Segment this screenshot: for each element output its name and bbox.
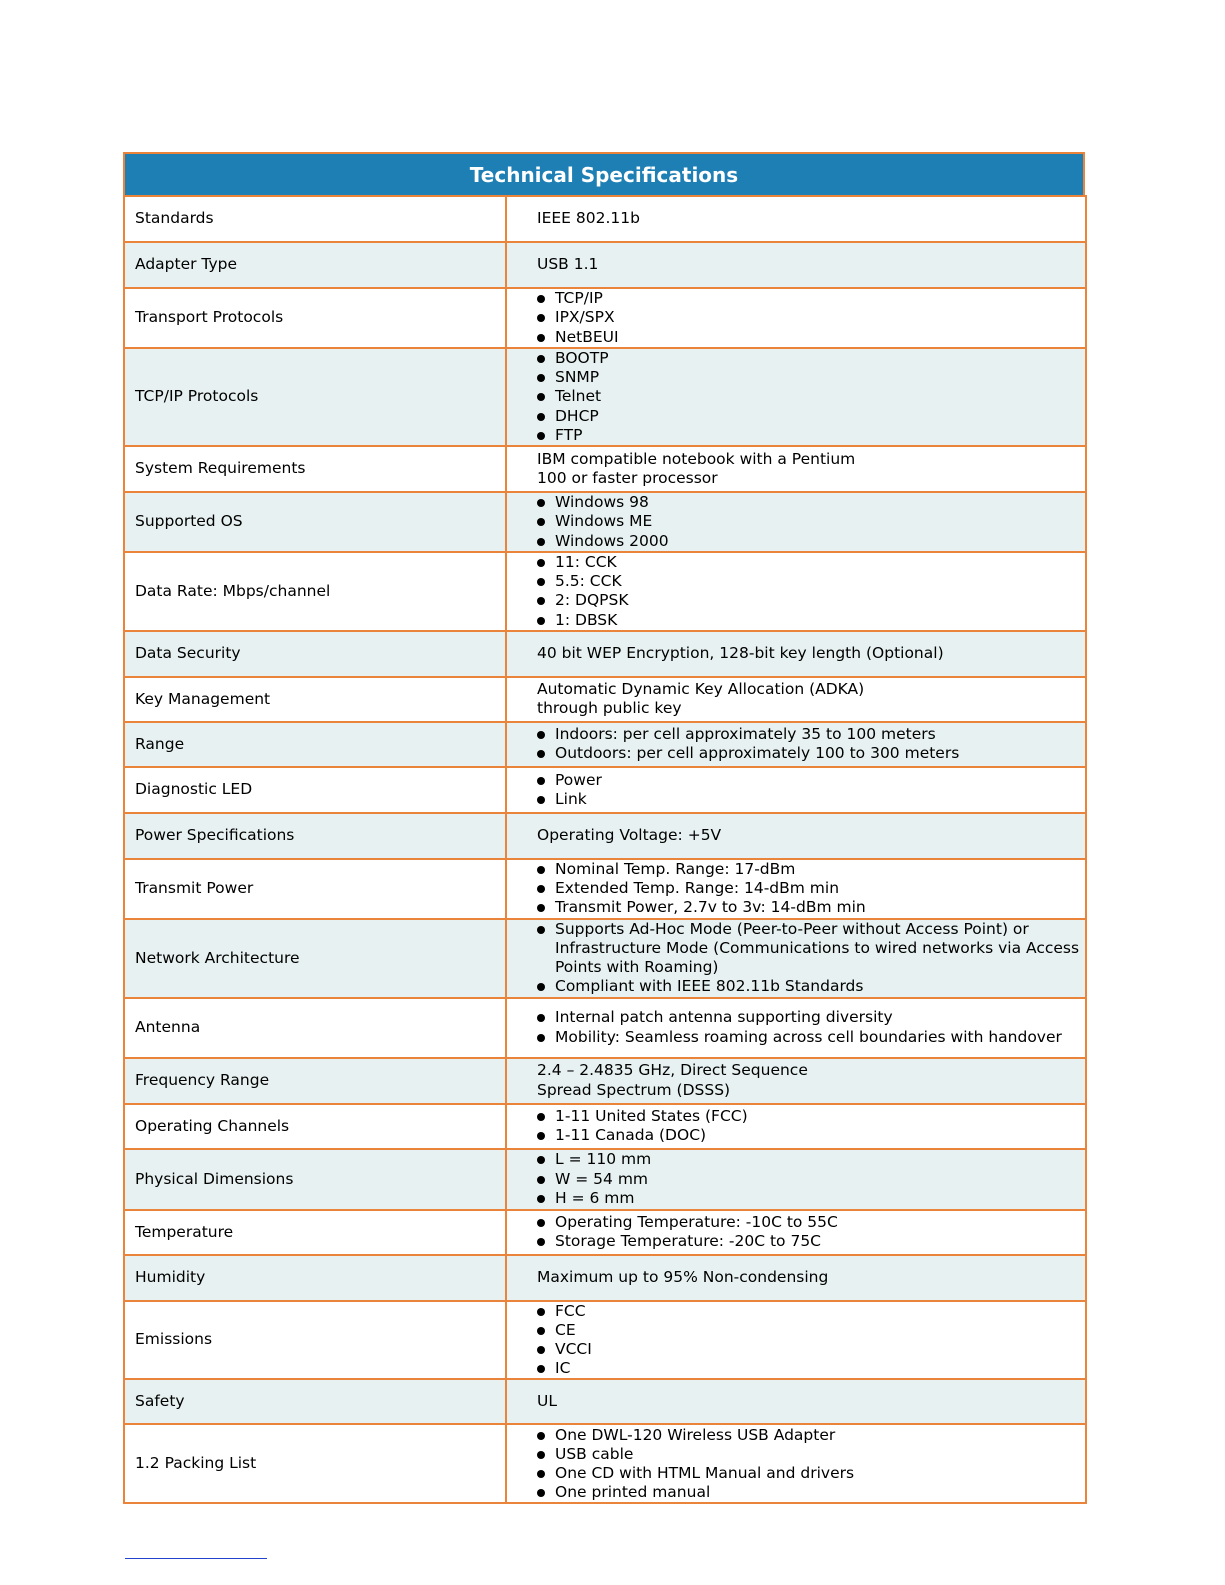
spec-value-list — [537, 289, 1085, 347]
spec-label: Emissions — [135, 1330, 213, 1349]
spec-label: Temperature — [135, 1222, 234, 1241]
list-item: 5.5: CCK — [537, 572, 1085, 591]
spec-value: Maximum up to 95% Non-condensing — [537, 1268, 829, 1287]
list-item: Outdoors: per cell approximately 100 to 300 meters — [537, 744, 1085, 763]
spec-value-cell — [506, 446, 1086, 492]
spec-label: Data Rate: Mbps/channel — [135, 581, 331, 600]
spec-label-cell — [124, 631, 506, 677]
spec-label-cell — [124, 242, 506, 288]
spec-label-cell — [124, 446, 506, 492]
list-item: IC — [537, 1359, 1085, 1378]
table-row — [124, 722, 1086, 767]
spec-value-cell — [506, 1104, 1086, 1149]
spec-label: Range — [135, 734, 185, 753]
spec-label: Supported OS — [135, 512, 243, 531]
list-item: BOOTP — [537, 349, 1085, 368]
table-row — [124, 446, 1086, 492]
spec-label-cell — [124, 998, 506, 1058]
table-row — [124, 813, 1086, 859]
spec-value-cell — [506, 919, 1086, 998]
spec-value: Operating Voltage: +5V — [537, 826, 722, 845]
table-row — [124, 492, 1086, 552]
spec-label: Safety — [135, 1392, 185, 1411]
spec-value-cell — [506, 1210, 1086, 1255]
list-item: Link — [537, 790, 1085, 809]
spec-value-cell — [506, 767, 1086, 813]
list-item: SNMP — [537, 368, 1085, 387]
list-item: 1: DBSK — [537, 611, 1085, 630]
spec-value-line: Automatic Dynamic Key Allocation (ADKA) — [537, 680, 865, 699]
spec-label: TCP/IP Protocols — [135, 387, 259, 406]
spec-value-cell — [506, 813, 1086, 859]
spec-label-cell — [124, 1149, 506, 1210]
tech-spec-table-container — [123, 152, 1085, 1504]
spec-value: USB 1.1 — [537, 255, 599, 274]
list-item: USB cable — [537, 1445, 1085, 1464]
list-item: One printed manual — [537, 1483, 1085, 1502]
spec-label: Operating Channels — [135, 1116, 290, 1135]
spec-value-cell — [506, 288, 1086, 348]
table-row — [124, 196, 1086, 242]
spec-label-cell — [124, 1379, 506, 1424]
spec-label-cell — [124, 1210, 506, 1255]
spec-label-cell — [124, 1301, 506, 1380]
list-item: VCCI — [537, 1340, 1085, 1359]
spec-label: Frequency Range — [135, 1071, 270, 1090]
list-item: 11: CCK — [537, 553, 1085, 572]
table-row — [124, 242, 1086, 288]
spec-label: System Requirements — [135, 459, 306, 478]
spec-label: Standards — [135, 209, 214, 228]
list-item: Nominal Temp. Range: 17-dBm — [537, 860, 1085, 879]
spec-value-list — [537, 860, 1085, 918]
list-item: FTP — [537, 426, 1085, 445]
list-item: CE — [537, 1321, 1085, 1340]
spec-value-cell — [506, 552, 1086, 631]
spec-value-cell — [506, 1058, 1086, 1104]
table-row — [124, 1210, 1086, 1255]
spec-value-list — [537, 349, 1085, 445]
spec-value-cell — [506, 196, 1086, 242]
spec-value-list — [537, 1426, 1085, 1503]
table-row — [124, 552, 1086, 631]
spec-value-line: IBM compatible notebook with a Pentium — [537, 449, 856, 468]
spec-value-list — [537, 1302, 1085, 1379]
spec-value-list — [537, 1008, 1085, 1046]
list-item: Storage Temperature: -20C to 75C — [537, 1232, 1085, 1251]
spec-label: Transmit Power — [135, 879, 254, 898]
table-row — [124, 631, 1086, 677]
table-row — [124, 1255, 1086, 1301]
spec-label: Key Management — [135, 689, 271, 708]
list-item: 1-11 United States (FCC) — [537, 1107, 1085, 1126]
spec-value-list — [537, 771, 1085, 809]
spec-value-line: through public key — [537, 699, 682, 718]
list-item: Indoors: per cell approximately 35 to 100 meters — [537, 725, 1085, 744]
spec-value-list — [537, 920, 1085, 997]
table-row — [124, 998, 1086, 1058]
list-item: Windows ME — [537, 512, 1085, 531]
spec-label-cell — [124, 196, 506, 242]
spec-value-line: 2.4 – 2.4835 GHz, Direct Sequence — [537, 1061, 808, 1080]
spec-label: Power Specifications — [135, 826, 295, 845]
table-row — [124, 288, 1086, 348]
list-item: NetBEUI — [537, 328, 1085, 347]
list-item: FCC — [537, 1302, 1085, 1321]
list-item: One DWL-120 Wireless USB Adapter — [537, 1426, 1085, 1445]
spec-value-cell — [506, 1255, 1086, 1301]
spec-value-cell — [506, 1149, 1086, 1210]
list-item: Compliant with IEEE 802.11b Standards — [537, 977, 1085, 996]
spec-label-cell — [124, 348, 506, 446]
spec-table — [123, 195, 1087, 1504]
table-row — [124, 1149, 1086, 1210]
spec-value-line: Spread Spectrum (DSSS) — [537, 1080, 731, 1099]
spec-label-cell — [124, 1104, 506, 1149]
table-row — [124, 767, 1086, 813]
spec-label: Network Architecture — [135, 948, 300, 967]
spec-label-cell — [124, 767, 506, 813]
table-row — [124, 348, 1086, 446]
list-item: W = 54 mm — [537, 1170, 1085, 1189]
spec-value-list — [537, 553, 1085, 630]
spec-label: Adapter Type — [135, 255, 238, 274]
spec-value-cell — [506, 348, 1086, 446]
spec-value: 40 bit WEP Encryption, 128-bit key length (Optional) — [537, 644, 944, 663]
list-item: TCP/IP — [537, 289, 1085, 308]
spec-label-cell — [124, 677, 506, 722]
spec-value-cell — [506, 722, 1086, 767]
spec-label: Diagnostic LED — [135, 780, 253, 799]
spec-label: Transport Protocols — [135, 308, 284, 327]
list-item: Transmit Power, 2.7v to 3v: 14-dBm min — [537, 898, 1085, 917]
spec-value-list — [537, 1107, 1085, 1145]
list-item: Internal patch antenna supporting diversity — [537, 1008, 1085, 1027]
spec-value: IEEE 802.11b — [537, 209, 640, 228]
list-item: H = 6 mm — [537, 1189, 1085, 1208]
spec-label-cell — [124, 492, 506, 552]
spec-label: 1.2 Packing List — [135, 1454, 257, 1473]
spec-label-cell — [124, 859, 506, 919]
spec-value-line: 100 or faster processor — [537, 469, 718, 488]
table-title: Technical Specifications — [469, 162, 739, 187]
table-row — [124, 1424, 1086, 1503]
spec-label-cell — [124, 288, 506, 348]
spec-label: Physical Dimensions — [135, 1169, 294, 1188]
spec-label: Data Security — [135, 644, 241, 663]
list-item: Power — [537, 771, 1085, 790]
spec-label-cell — [124, 1255, 506, 1301]
spec-value-cell — [506, 492, 1086, 552]
table-row — [124, 1058, 1086, 1104]
spec-value: UL — [537, 1392, 557, 1411]
list-item: 1-11 Canada (DOC) — [537, 1126, 1085, 1145]
spec-label: Antenna — [135, 1018, 201, 1037]
spec-value-cell — [506, 242, 1086, 288]
list-item: One CD with HTML Manual and drivers — [537, 1464, 1085, 1483]
list-item: 2: DQPSK — [537, 591, 1085, 610]
spec-label-cell — [124, 722, 506, 767]
list-item: DHCP — [537, 407, 1085, 426]
table-row — [124, 919, 1086, 998]
spec-label-cell — [124, 813, 506, 859]
spec-table-body — [124, 196, 1086, 1503]
spec-label: Humidity — [135, 1268, 206, 1287]
spec-value-cell — [506, 1379, 1086, 1424]
table-row — [124, 677, 1086, 722]
list-item: Mobility: Seamless roaming across cell boundaries with handover — [537, 1028, 1085, 1047]
footnote-separator — [125, 1558, 267, 1559]
list-item: Operating Temperature: -10C to 55C — [537, 1213, 1085, 1232]
table-header — [123, 152, 1085, 195]
table-row — [124, 1379, 1086, 1424]
spec-label-cell — [124, 552, 506, 631]
list-item: Extended Temp. Range: 14-dBm min — [537, 879, 1085, 898]
spec-label-cell — [124, 1058, 506, 1104]
table-row — [124, 859, 1086, 919]
spec-label-cell — [124, 919, 506, 998]
list-item: Telnet — [537, 387, 1085, 406]
table-row — [124, 1104, 1086, 1149]
spec-value-cell — [506, 677, 1086, 722]
spec-value-cell — [506, 1424, 1086, 1503]
list-item: Supports Ad-Hoc Mode (Peer-to-Peer without Access Point) or Infrastructure Mode (Communications to wired networks via Access Points with Roaming) — [537, 920, 1085, 978]
list-item: IPX/SPX — [537, 308, 1085, 327]
spec-value-cell — [506, 1301, 1086, 1380]
spec-value-cell — [506, 998, 1086, 1058]
spec-value-list — [537, 1150, 1085, 1208]
spec-value-list — [537, 493, 1085, 551]
spec-value-list — [537, 725, 1085, 763]
list-item: Windows 98 — [537, 493, 1085, 512]
spec-value-cell — [506, 859, 1086, 919]
spec-label-cell — [124, 1424, 506, 1503]
table-row — [124, 1301, 1086, 1380]
spec-value-cell — [506, 631, 1086, 677]
list-item: L = 110 mm — [537, 1150, 1085, 1169]
list-item: Windows 2000 — [537, 532, 1085, 551]
spec-value-list — [537, 1213, 1085, 1251]
